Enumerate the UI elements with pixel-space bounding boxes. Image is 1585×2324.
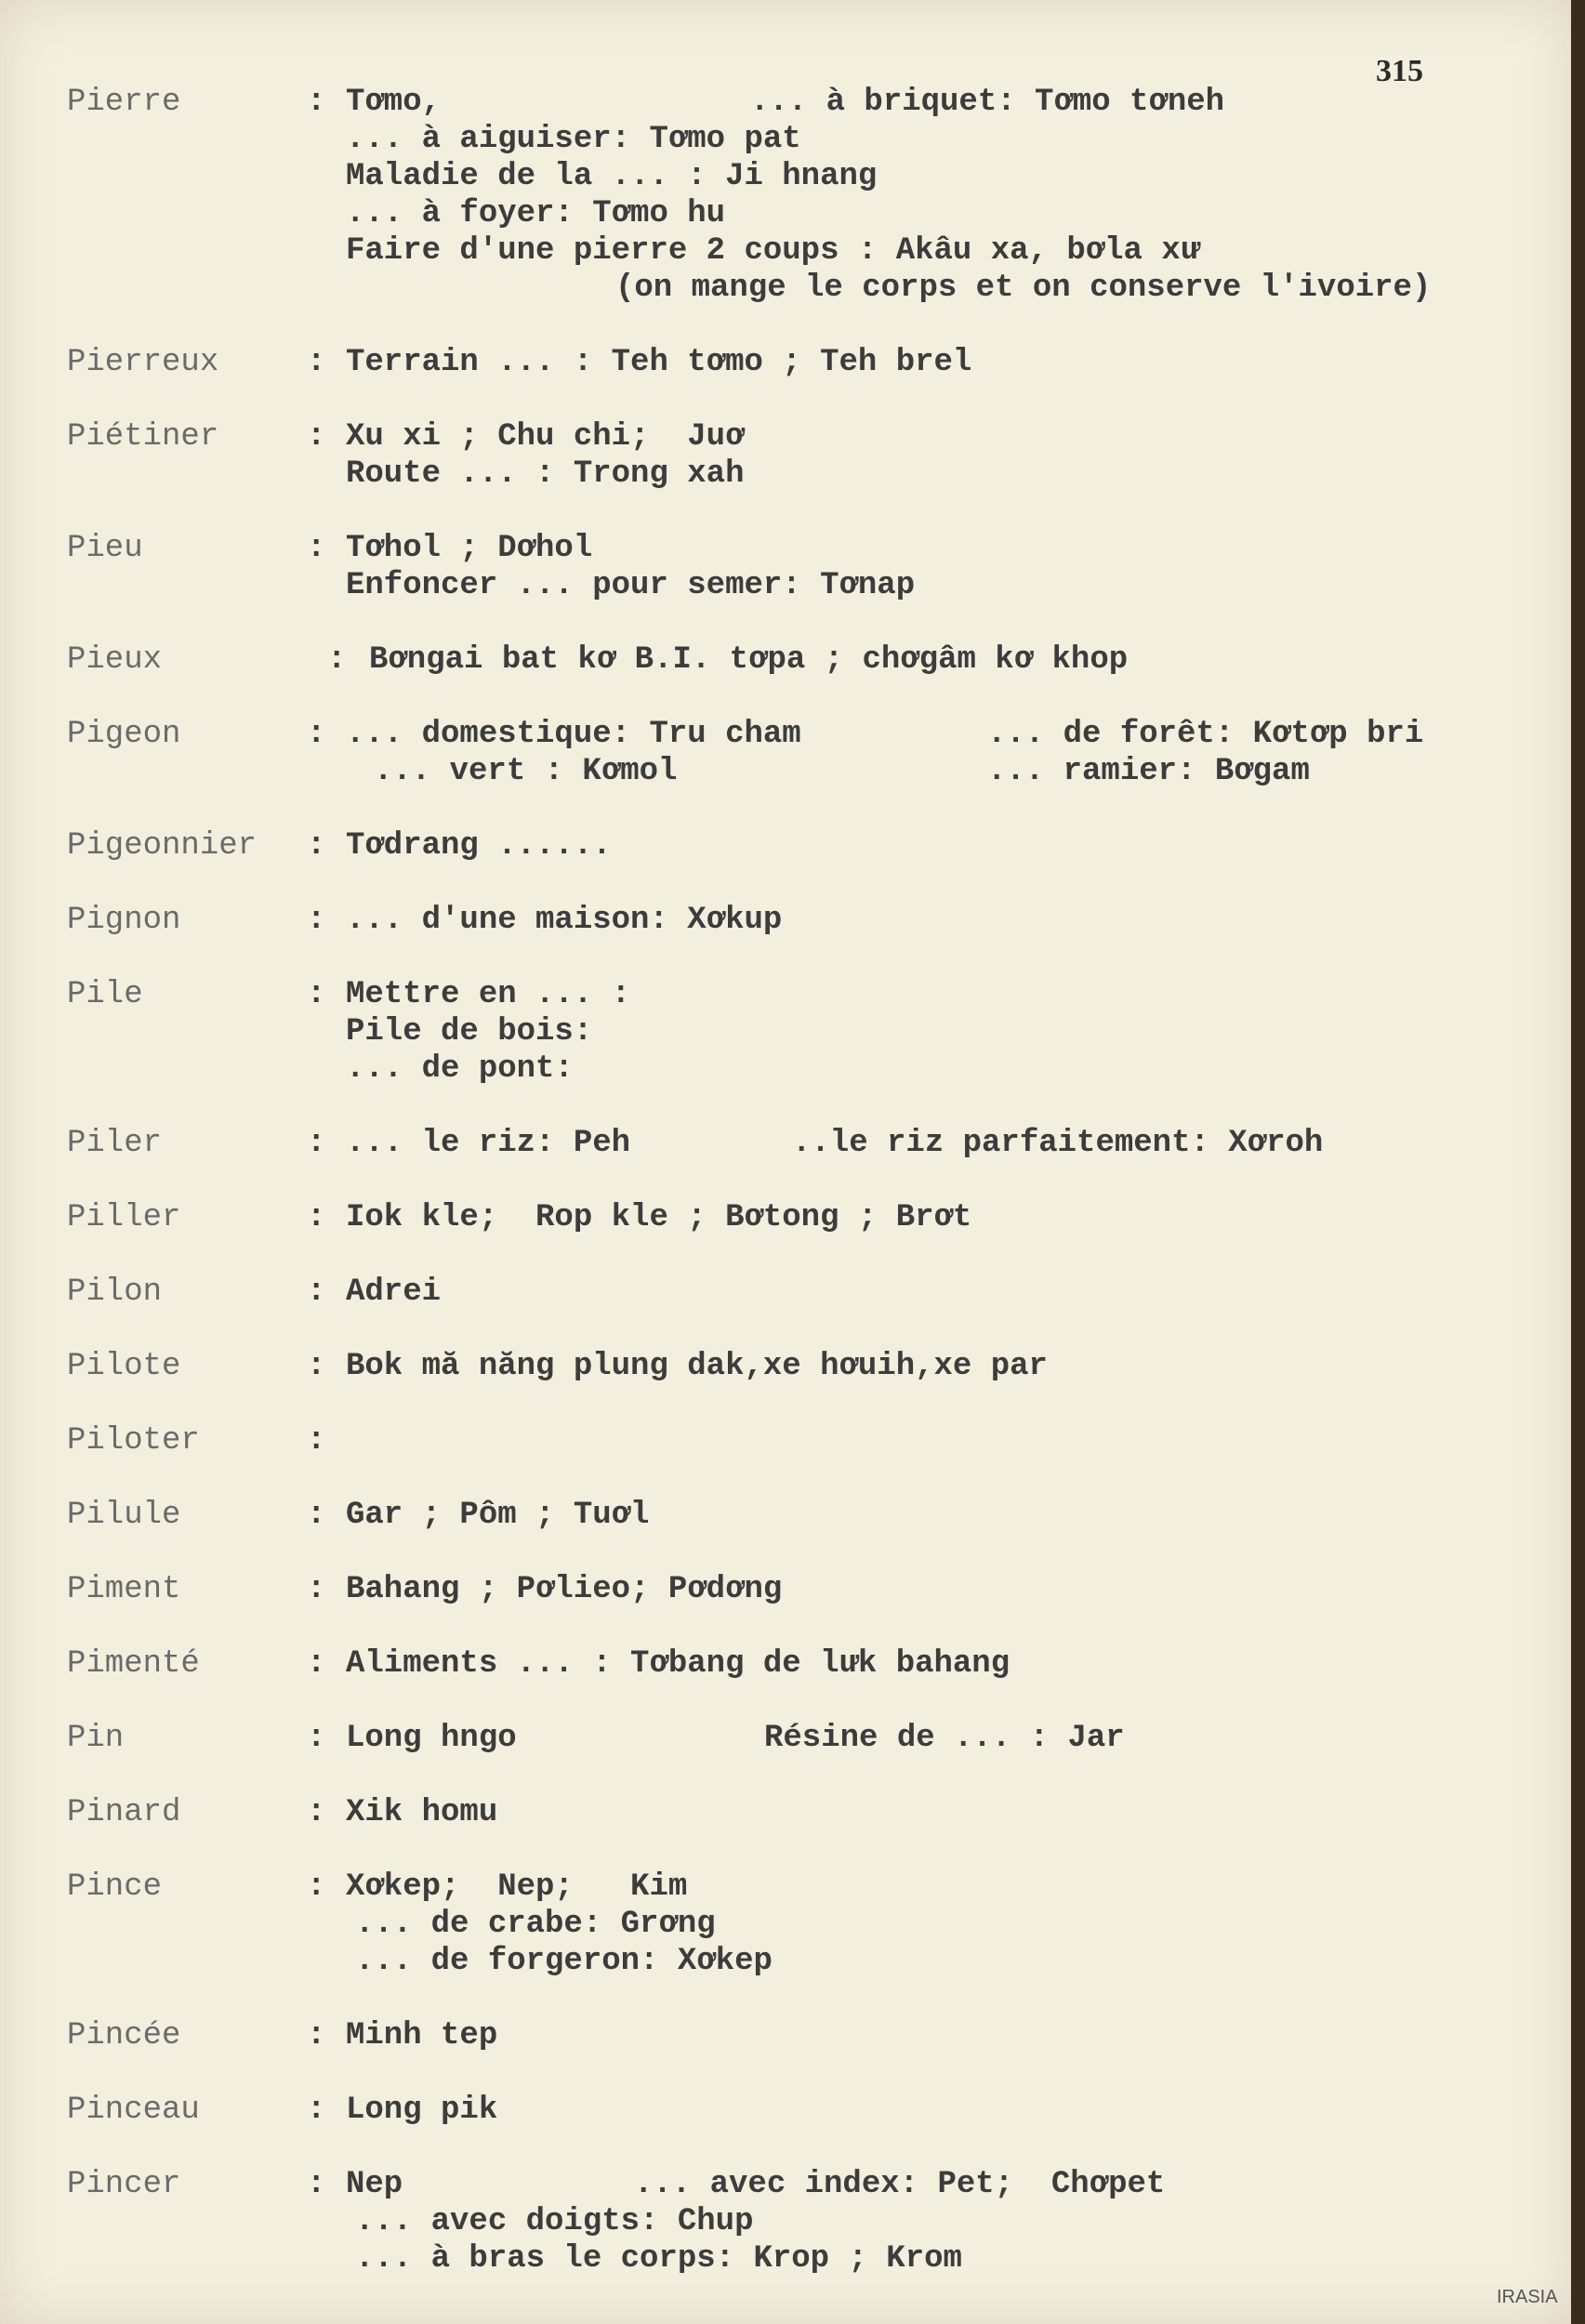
definition-line: ... à aiguiser: Tơmo pat bbox=[346, 122, 801, 157]
entry-term: Pincer bbox=[67, 2167, 181, 2202]
definition-line: ... avec doigts: Chup bbox=[355, 2204, 754, 2239]
definition-line: Tơdrang ...... bbox=[346, 828, 612, 864]
definition-line: ... domestique: Tru cham bbox=[346, 717, 801, 752]
page-number: 315 bbox=[1376, 54, 1423, 88]
entry-term: Piment bbox=[67, 1572, 181, 1607]
entry-colon: : bbox=[307, 2018, 326, 2053]
definition-line: Tơhol ; Dơhol bbox=[346, 531, 593, 566]
definition-line: Xu xi ; Chu chi; Juơ bbox=[346, 419, 745, 455]
definition-line: Xơkep; Nep; Kim bbox=[346, 1869, 688, 1905]
entry-colon: : bbox=[307, 717, 326, 752]
entry-term: Pile bbox=[67, 977, 143, 1012]
entry-colon: : bbox=[307, 1795, 326, 1830]
entry-term: Pierreux bbox=[67, 345, 219, 380]
entry-term: Pierre bbox=[67, 85, 181, 120]
entry-colon: : bbox=[307, 903, 326, 938]
entry-colon: : bbox=[307, 1721, 326, 1756]
definition-line: ... de forgeron: Xơkep bbox=[355, 1944, 773, 1979]
definition-line: Long pik bbox=[346, 2093, 498, 2128]
definition-line: Route ... : Trong xah bbox=[346, 456, 745, 492]
entry-colon: : bbox=[307, 1869, 326, 1905]
definition-line: Tơmo, bbox=[346, 85, 442, 120]
entry-colon: : bbox=[307, 1126, 326, 1161]
entry-colon: : bbox=[307, 1274, 326, 1310]
definition-line: ... à foyer: Tơmo hu bbox=[346, 196, 726, 231]
definition-line: ... avec index: Pet; Chơpet bbox=[634, 2167, 1166, 2202]
entry-term: Piétiner bbox=[67, 419, 219, 455]
definition-line: Enfoncer ... pour semer: Tơnap bbox=[346, 568, 916, 603]
definition-line: Xik homu bbox=[346, 1795, 498, 1830]
definition-line: ... de crabe: Grơng bbox=[355, 1907, 716, 1942]
entry-colon: : bbox=[307, 419, 326, 455]
definition-line: Mettre en ... : bbox=[346, 977, 631, 1012]
definition-line: ... le riz: Peh bbox=[346, 1126, 631, 1161]
entry-colon: : bbox=[307, 2167, 326, 2202]
definition-line: Pile de bois: bbox=[346, 1014, 593, 1050]
definition-line: Minh tep bbox=[346, 2018, 498, 2053]
definition-line: Gar ; Pôm ; Tuơl bbox=[346, 1498, 650, 1533]
definition-line: Nep bbox=[346, 2167, 403, 2202]
entry-term: Pin bbox=[67, 1721, 125, 1756]
entry-colon: : bbox=[307, 1423, 326, 1459]
definition-line: ... ramier: Bơgam bbox=[987, 754, 1310, 789]
entry-term: Pieu bbox=[67, 531, 143, 566]
definition-line: Faire d'une pierre 2 coups : Akâu xa, bơla xư bbox=[346, 233, 1200, 269]
entry-term: Pincée bbox=[67, 2018, 181, 2053]
entry-colon: : bbox=[307, 977, 326, 1012]
definition-line: Bơngai bat kơ B.I. tơpa ; chơgâm kơ khop bbox=[369, 642, 1129, 678]
entry-colon: : bbox=[307, 1200, 326, 1235]
definition-line: ... de forêt: Kơtơp bri bbox=[987, 717, 1424, 752]
entry-colon: : bbox=[307, 2093, 326, 2128]
entry-colon: : bbox=[307, 1572, 326, 1607]
definition-line: Long hngo bbox=[346, 1721, 517, 1756]
entry-term: Pignon bbox=[67, 903, 181, 938]
definition-line: ... à bras le corps: Krop ; Krom bbox=[355, 2241, 962, 2277]
entry-term: Piler bbox=[67, 1126, 163, 1161]
entry-colon: : bbox=[307, 1646, 326, 1682]
page-edge bbox=[1571, 0, 1585, 2324]
entry-term: Piller bbox=[67, 1200, 181, 1235]
entry-colon: : bbox=[307, 1349, 326, 1384]
definition-line: ... d'une maison: Xơkup bbox=[346, 903, 783, 938]
entry-colon: : bbox=[327, 642, 347, 678]
definition-line: ..le riz parfaitement: Xơroh bbox=[792, 1126, 1324, 1161]
entry-colon: : bbox=[307, 85, 326, 120]
entry-term: Pigeonnier bbox=[67, 828, 258, 864]
definition-line: Aliments ... : Tơbang de lưk bahang bbox=[346, 1646, 1010, 1682]
definition-line: Adrei bbox=[346, 1274, 442, 1310]
entry-term: Pilon bbox=[67, 1274, 163, 1310]
entry-term: Pinceau bbox=[67, 2093, 200, 2128]
definition-line: (on mange le corps et on conserve l'ivoire) bbox=[615, 271, 1432, 306]
definition-line: Bok mă năng plung dak,xe hơuih,xe par bbox=[346, 1349, 1048, 1384]
entry-term: Pigeon bbox=[67, 717, 181, 752]
entry-colon: : bbox=[307, 345, 326, 380]
definition-line: Iok kle; Rop kle ; Bơtong ; Brơt bbox=[346, 1200, 972, 1235]
entry-colon: : bbox=[307, 531, 326, 566]
definition-line: Bahang ; Pơlieo; Pơdơng bbox=[346, 1572, 783, 1607]
definition-line: ... vert : Kơmol bbox=[374, 754, 678, 789]
entry-term: Piloter bbox=[67, 1423, 200, 1459]
definition-line: Terrain ... : Teh tơmo ; Teh brel bbox=[346, 345, 972, 380]
entry-term: Pimenté bbox=[67, 1646, 200, 1682]
definition-line: Résine de ... : Jar bbox=[764, 1721, 1125, 1756]
entry-term: Pince bbox=[67, 1869, 163, 1905]
entry-term: Pilote bbox=[67, 1349, 181, 1384]
definition-line: Maladie de la ... : Ji hnang bbox=[346, 159, 878, 194]
entry-colon: : bbox=[307, 1498, 326, 1533]
entry-colon: : bbox=[307, 828, 326, 864]
source-watermark: IRASIA bbox=[1497, 2287, 1558, 2307]
definition-line: ... de pont: bbox=[346, 1051, 574, 1087]
entry-term: Pinard bbox=[67, 1795, 181, 1830]
entry-term: Pieux bbox=[67, 642, 163, 678]
entry-term: Pilule bbox=[67, 1498, 181, 1533]
definition-line: ... à briquet: Tơmo tơneh bbox=[750, 85, 1225, 120]
